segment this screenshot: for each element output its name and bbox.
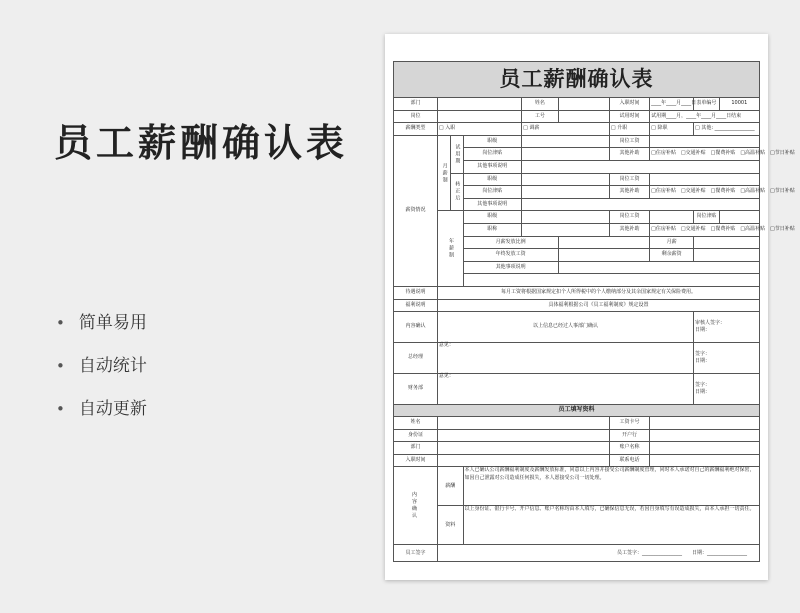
form-title: 员工薪酬确认表 xyxy=(394,62,760,98)
pos-allowance-value[interactable] xyxy=(719,211,759,224)
other-subsidy-label: 其他补助 xyxy=(609,148,649,161)
other-notes-label: 其他事项说明 xyxy=(463,160,522,173)
type-adjust-checkbox[interactable]: □ 调薪 xyxy=(522,123,610,136)
id-card-value[interactable] xyxy=(437,429,609,442)
salary-status-label: 薪资情况 xyxy=(394,135,438,286)
gm-opinion[interactable]: 意见： xyxy=(437,343,693,374)
other-notes-value[interactable] xyxy=(558,261,759,274)
pos-salary-label: 岗位工资 xyxy=(609,135,649,148)
type-entry-checkbox[interactable]: □ 入职 xyxy=(437,123,521,136)
probation-label: 试用期 xyxy=(450,135,463,173)
name-value[interactable] xyxy=(558,98,609,111)
other-notes-label: 其他事项说明 xyxy=(463,261,558,274)
level-value[interactable] xyxy=(522,173,610,186)
gm-sign-block[interactable] xyxy=(694,343,760,374)
table-no-label: 表单编号 xyxy=(694,98,720,111)
entry-value[interactable] xyxy=(437,454,609,467)
account-name-label: 账户名称 xyxy=(609,442,649,455)
emp-sign-label: 员工签字 xyxy=(394,545,438,562)
bullet-label: 自动统计 xyxy=(78,356,147,376)
dept-label: 部门 xyxy=(394,98,438,111)
bank-label: 开户行 xyxy=(609,429,649,442)
list-item xyxy=(56,355,147,398)
position-label: 岗位 xyxy=(394,110,438,123)
subsidy-checkboxes[interactable]: □住房补贴 □交通补贴 □餐费补贴 □高温补贴 □节日补贴 xyxy=(650,148,760,161)
spacer-row xyxy=(463,274,760,287)
position-value[interactable] xyxy=(437,110,521,123)
emp-dept-label: 部门 xyxy=(394,442,438,455)
level-label: 职级 xyxy=(463,211,522,224)
welfare-note-label: 福利说明 xyxy=(394,299,438,312)
bank-value[interactable] xyxy=(650,429,760,442)
other-subsidy-label: 其他补助 xyxy=(609,223,649,236)
level-value[interactable] xyxy=(522,135,610,148)
entry-label: 入职时间 xyxy=(394,454,438,467)
date-label: 日期： xyxy=(695,327,711,334)
finance-opinion[interactable]: 意见： xyxy=(437,374,693,405)
type-other-checkbox[interactable]: □ 其他: ________________ xyxy=(694,123,760,136)
other-subsidy-label: 其他补助 xyxy=(609,186,649,199)
year-system-label: 年薪制 xyxy=(437,211,463,287)
pos-salary-value[interactable] xyxy=(650,211,694,224)
bullet-icon: • xyxy=(56,314,65,332)
emp-sign-line[interactable]: 员工签字：________________ 日期：________________ xyxy=(437,545,759,562)
monthly-pay-value[interactable] xyxy=(694,236,760,249)
content-confirm-text: 以上信息已经过人事部门确认 xyxy=(437,312,693,343)
emp-name-value[interactable] xyxy=(437,417,609,430)
dept-value[interactable] xyxy=(437,98,521,111)
entry-time-label: 入职时间 xyxy=(609,98,649,111)
feature-list xyxy=(56,312,147,441)
type-promote-checkbox[interactable]: □ 升职 xyxy=(609,123,649,136)
other-notes-label: 其他事项说明 xyxy=(463,198,522,211)
probation-time-value[interactable]: 试用期____月，____年____月____日结束 xyxy=(650,110,760,123)
year-end-pay-label: 年终发放工资 xyxy=(463,249,558,262)
year-end-pay-value[interactable] xyxy=(558,249,649,262)
pos-salary-label: 岗位工资 xyxy=(609,173,649,186)
bullet-icon: • xyxy=(56,357,65,375)
entry-time-value[interactable]: ____年____月____日 xyxy=(650,98,694,111)
id-card-label: 身份证 xyxy=(394,429,438,442)
salary-statement: 本人已确认公司薪酬福利制度及薪酬发放标准，同意以上内容并接受公司薪酬制度管理，同时本人承诺对自己的薪酬福利绝对保密，如因自己泄露对公司造成任何损失，本人愿接受公司一切处理。 xyxy=(463,467,760,506)
sign-label: 签字： xyxy=(695,350,711,357)
level-label: 职级 xyxy=(463,173,522,186)
remaining-pay-label: 剩余薪资 xyxy=(650,249,694,262)
pos-allowance-value[interactable] xyxy=(522,148,610,161)
salary-label: 薪酬 xyxy=(437,467,463,506)
finance-label: 财务部 xyxy=(394,374,438,405)
form-preview xyxy=(385,34,795,580)
material-statement: 以上身份证、银行卡号、开户信息、账户名称均由本人填写，已确保信息无误，若因自身填写有误造成损失，由本人承担一切责任。 xyxy=(463,506,760,545)
other-notes-value[interactable] xyxy=(522,198,760,211)
remaining-pay-value[interactable] xyxy=(694,249,760,262)
finance-sign-block[interactable] xyxy=(694,374,760,405)
account-name-value[interactable] xyxy=(650,442,760,455)
emp-name-label: 姓名 xyxy=(394,417,438,430)
reviewer-sign-block[interactable] xyxy=(694,312,760,343)
list-item xyxy=(56,312,147,355)
probation-time-label: 试用时间 xyxy=(609,110,649,123)
benefit-note-label: 待遇说明 xyxy=(394,286,438,299)
employee-section-header: 员工填写资料 xyxy=(394,405,760,417)
bullet-label: 简单易用 xyxy=(78,313,147,333)
list-item xyxy=(56,398,147,441)
job-no-label: 工号 xyxy=(522,110,559,123)
emp-card-value[interactable] xyxy=(650,417,760,430)
pos-allowance-label: 岗位津贴 xyxy=(463,186,522,199)
phone-value[interactable] xyxy=(650,454,760,467)
title-value[interactable] xyxy=(522,223,610,236)
reviewer-sign-label: 审核人签字： xyxy=(695,319,726,326)
gm-label: 总经理 xyxy=(394,343,438,374)
bullet-icon: • xyxy=(56,400,65,418)
pos-salary-value[interactable] xyxy=(650,173,760,186)
monthly-pay-label: 月薪 xyxy=(650,236,694,249)
regular-label: 转正后 xyxy=(450,173,463,211)
level-value[interactable] xyxy=(522,211,610,224)
page-title: 员工薪酬确认表 xyxy=(54,121,349,165)
level-label: 职级 xyxy=(463,135,522,148)
pos-allowance-value[interactable] xyxy=(522,186,610,199)
sign-label: 签字： xyxy=(695,381,711,388)
annual-ratio-value[interactable] xyxy=(558,236,649,249)
emp-card-label: 工资卡号 xyxy=(609,417,649,430)
emp-dept-value[interactable] xyxy=(437,442,609,455)
content-confirm-label: 内容确认 xyxy=(394,312,438,343)
pos-salary-value[interactable] xyxy=(650,135,760,148)
benefit-note-text: 每月工资将根据国家规定扣个人所得税中的个人缴纳部分及其余国家规定有关保险费用。 xyxy=(437,286,759,299)
material-label: 资料 xyxy=(437,506,463,545)
subsidy-checkboxes[interactable]: □住房补贴 □交通补贴 □餐费补贴 □高温补贴 □节日补贴 xyxy=(650,186,760,199)
subsidy-checkboxes[interactable]: □住房补贴 □交通补贴 □餐费补贴 □高温补贴 □节日补贴 xyxy=(650,223,760,236)
other-notes-value[interactable] xyxy=(522,160,760,173)
annual-ratio-label: 月薪发放比例 xyxy=(463,236,558,249)
date-label: 日期： xyxy=(695,358,711,365)
pos-allowance-label: 岗位津贴 xyxy=(694,211,720,224)
date-label: 日期： xyxy=(695,389,711,396)
month-system-label: 月薪制 xyxy=(437,135,450,211)
salary-form-table xyxy=(393,61,795,562)
content-confirm-text: 内容确认 xyxy=(411,491,419,519)
phone-label: 联系电话 xyxy=(609,454,649,467)
pos-allowance-label: 岗位津贴 xyxy=(463,148,522,161)
bullet-label: 自动更新 xyxy=(78,399,147,419)
table-no-value: 10001 xyxy=(719,98,759,111)
job-no-value[interactable] xyxy=(558,110,609,123)
type-demote-checkbox[interactable]: □ 降职 xyxy=(650,123,694,136)
welfare-note-text: 具体福利根据公司《员工福利制度》规定设置 xyxy=(437,299,759,312)
name-label: 姓名 xyxy=(522,98,559,111)
content-confirm-label xyxy=(394,467,438,545)
title-label: 职称 xyxy=(463,223,522,236)
pos-salary-label: 岗位工资 xyxy=(609,211,649,224)
salary-type-label: 薪酬类型 xyxy=(394,123,438,136)
